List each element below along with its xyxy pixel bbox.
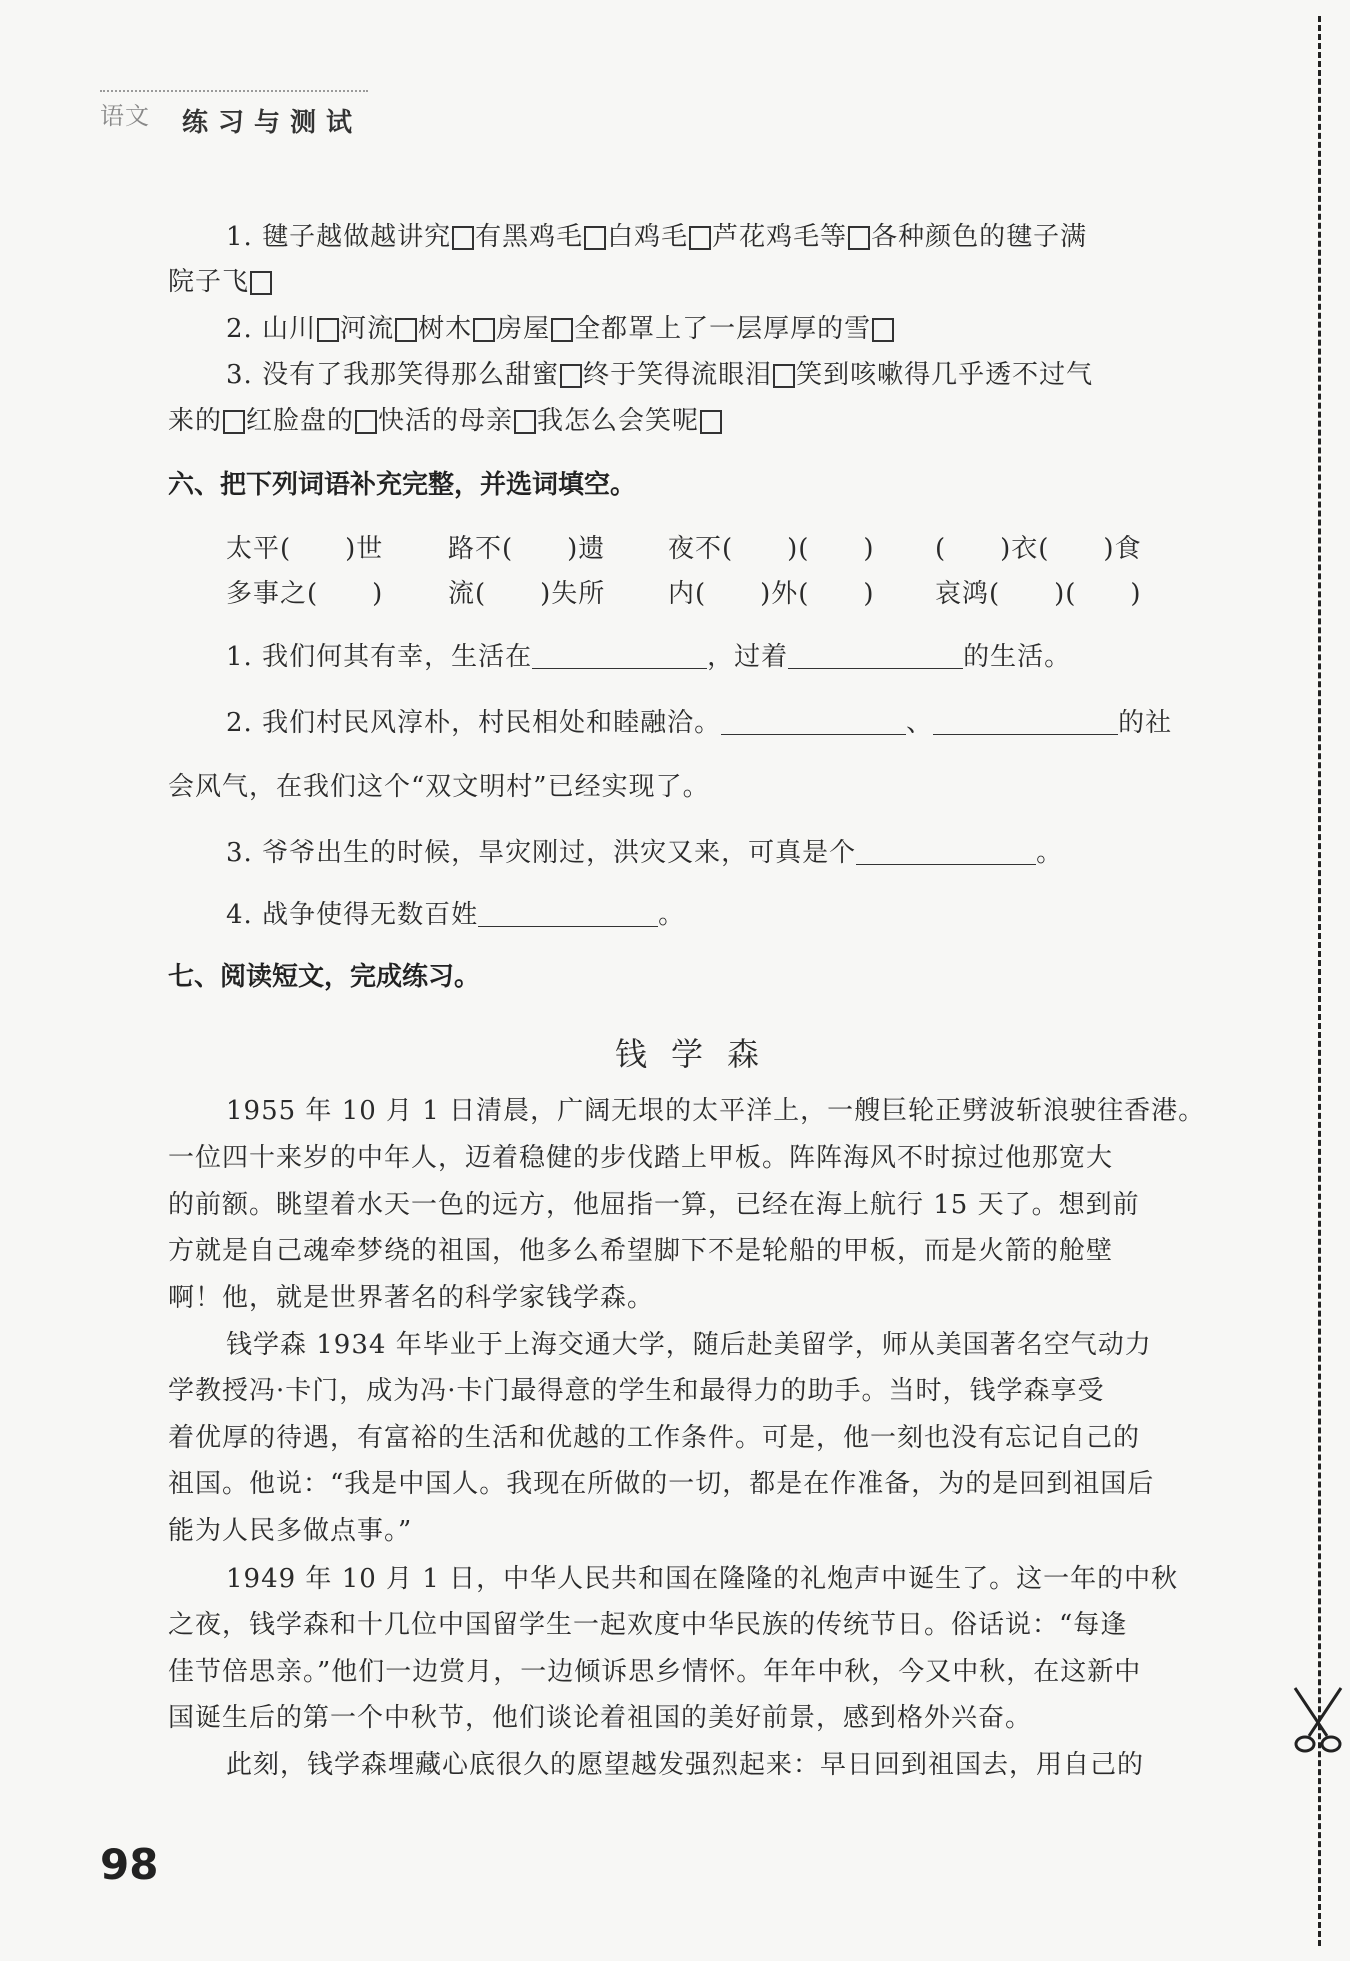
article-line: 佳节倍思亲。”他们一边赏月，一边倾诉思乡情怀。年年中秋，今又中秋，在这新中 bbox=[168, 1657, 1142, 1687]
punctuation-box[interactable] bbox=[689, 226, 711, 250]
article-line: 学教授冯·卡门，成为冯·卡门最得意的学生和最得力的助手。当时，钱学森享受 bbox=[168, 1376, 1105, 1406]
scissors-icon bbox=[1289, 1684, 1347, 1756]
punctuation-box[interactable] bbox=[700, 410, 722, 434]
question-3: 3. 爷爷出生的时候，旱灾刚过，洪灾又来，可真是个 。 bbox=[226, 838, 1064, 868]
idiom-item[interactable]: 内( )外( ) bbox=[668, 579, 875, 609]
article-line: 1955 年 10 月 1 日清晨，广阔无垠的太平洋上，一艘巨轮正劈波斩浪驶往香港。 bbox=[226, 1096, 1206, 1126]
answer-blank[interactable] bbox=[721, 706, 906, 735]
header-dotted-rule bbox=[100, 90, 368, 92]
page-header bbox=[100, 90, 368, 136]
section6-heading: 六、把下列词语补充完整，并选词填空。 bbox=[168, 470, 637, 500]
cut-line bbox=[1318, 16, 1321, 1946]
punctuation-box[interactable] bbox=[250, 271, 272, 295]
question-2: 2. 我们村民风淳朴，村民相处和睦融洽。 、 的社 bbox=[226, 708, 1173, 738]
answer-blank[interactable] bbox=[788, 640, 963, 669]
punctuation-box[interactable] bbox=[584, 226, 606, 250]
article-line: 此刻，钱学森埋藏心底很久的愿望越发强烈起来：早日回到祖国去，用自己的 bbox=[226, 1750, 1145, 1780]
header-title: 练习与测试 bbox=[182, 108, 363, 138]
article-line: 方就是自己魂牵梦绕的祖国，他多么希望脚下不是轮船的甲板，而是火箭的舱壁 bbox=[168, 1236, 1114, 1266]
article-title: 钱学森 bbox=[614, 1035, 783, 1073]
punctuation-box[interactable] bbox=[514, 410, 536, 434]
punctuation-box[interactable] bbox=[355, 410, 377, 434]
answer-blank[interactable] bbox=[933, 706, 1118, 735]
question-1: 1. 我们何其有幸，生活在 ，过着 的生活。 bbox=[226, 642, 1072, 672]
answer-blank[interactable] bbox=[532, 640, 707, 669]
header-subject: 语文 bbox=[100, 102, 150, 130]
punctuation-line: 来的 红脸盘的 快活的母亲 我怎么会笑呢 bbox=[168, 404, 723, 438]
answer-blank[interactable] bbox=[478, 898, 658, 927]
punctuation-box[interactable] bbox=[452, 226, 474, 250]
article-line: 的前额。眺望着水天一色的远方，他屈指一算，已经在海上航行 15 天了。想到前 bbox=[168, 1190, 1140, 1220]
question-2-cont: 会风气，在我们这个“双文明村”已经实现了。 bbox=[168, 772, 710, 802]
answer-blank[interactable] bbox=[856, 836, 1036, 865]
idiom-item[interactable]: 夜不( )( ) bbox=[668, 534, 875, 564]
punctuation-box[interactable] bbox=[223, 410, 245, 434]
punctuation-box[interactable] bbox=[317, 318, 339, 342]
article-line: 之夜，钱学森和十几位中国留学生一起欢度中华民族的传统节日。俗话说：“每逢 bbox=[168, 1610, 1128, 1640]
idiom-item[interactable]: 哀鸿( )( ) bbox=[935, 579, 1142, 609]
punctuation-line: 1. 毽子越做越讲究 有黑鸡毛 白鸡毛 芦花鸡毛等 各种颜色的毽子满 bbox=[226, 222, 1088, 252]
punctuation-box[interactable] bbox=[395, 318, 417, 342]
punctuation-box[interactable] bbox=[773, 364, 795, 388]
article-line: 钱学森 1934 年毕业于上海交通大学，随后赴美留学，师从美国著名空气动力 bbox=[226, 1330, 1152, 1360]
article-line: 能为人民多做点事。” bbox=[168, 1516, 413, 1546]
article-line: 啊！他，就是世界著名的科学家钱学森。 bbox=[168, 1283, 655, 1313]
page-number: 98 bbox=[100, 1840, 159, 1889]
punctuation-box[interactable] bbox=[560, 364, 582, 388]
punctuation-line: 3. 没有了我那笑得那么甜蜜 终于笑得流眼泪 笑到咳嗽得几乎透不过气 bbox=[226, 360, 1094, 390]
article-line: 国诞生后的第一个中秋节，他们谈论着祖国的美好前景，感到格外兴奋。 bbox=[168, 1703, 1033, 1733]
punctuation-box[interactable] bbox=[473, 318, 495, 342]
idiom-item[interactable]: 太平( )世 bbox=[226, 534, 384, 564]
punctuation-box[interactable] bbox=[551, 318, 573, 342]
punctuation-line: 2. 山川 河流 树木 房屋 全都罩上了一层厚厚的雪 bbox=[226, 312, 895, 346]
question-4: 4. 战争使得无数百姓 。 bbox=[226, 900, 686, 930]
punctuation-line: 院子飞 bbox=[168, 265, 273, 299]
punctuation-box[interactable] bbox=[872, 318, 894, 342]
idiom-item[interactable]: 多事之( ) bbox=[226, 579, 384, 609]
punctuation-box[interactable] bbox=[848, 226, 870, 250]
article-line: 一位四十来岁的中年人，迈着稳健的步伐踏上甲板。阵阵海风不时掠过他那宽大 bbox=[168, 1143, 1114, 1173]
article-line: 着优厚的待遇，有富裕的生活和优越的工作条件。可是，他一刻也没有忘记自己的 bbox=[168, 1423, 1141, 1453]
article-line: 1949 年 10 月 1 日，中华人民共和国在隆隆的礼炮声中诞生了。这一年的中秋 bbox=[226, 1564, 1179, 1594]
idiom-item[interactable]: 路不( )遗 bbox=[448, 534, 606, 564]
article-line: 祖国。他说：“我是中国人。我现在所做的一切，都是在作准备，为的是回到祖国后 bbox=[168, 1469, 1155, 1499]
idiom-item[interactable]: 流( )失所 bbox=[448, 579, 606, 609]
section7-heading: 七、阅读短文，完成练习。 bbox=[168, 962, 481, 992]
idiom-item[interactable]: ( )衣( )食 bbox=[935, 534, 1142, 564]
